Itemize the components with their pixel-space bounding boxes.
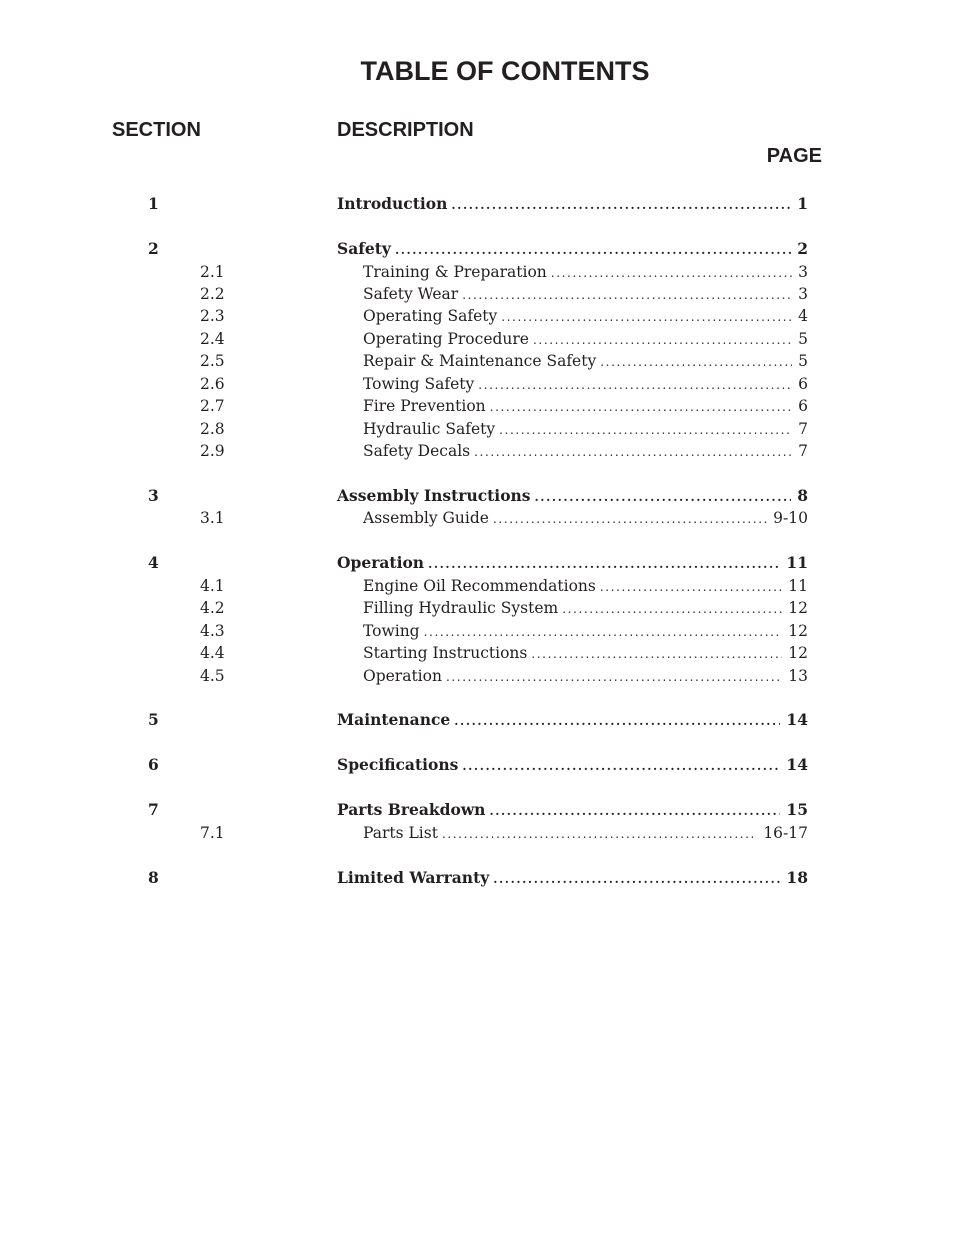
toc-page-number: 4 <box>798 307 808 325</box>
toc-entry-line <box>363 440 808 463</box>
dot-leader <box>462 284 792 306</box>
dot-leader <box>499 419 792 441</box>
toc-section-number: 2.7 <box>200 397 225 415</box>
toc-section-number: 4.3 <box>200 622 225 640</box>
toc-entry-line <box>337 799 808 822</box>
toc-entry-line <box>363 261 808 284</box>
toc-entry[interactable] <box>0 440 954 462</box>
toc-page-number: 6 <box>798 375 808 393</box>
toc-page-number: 5 <box>798 330 808 348</box>
toc-entry[interactable] <box>0 754 954 776</box>
toc-entry[interactable] <box>0 418 954 440</box>
toc-entry-title: Towing Safety <box>363 375 475 393</box>
toc-section-number: 2 <box>148 239 159 258</box>
page-title: TABLE OF CONTENTS <box>360 56 650 86</box>
toc-entry-line <box>337 867 808 890</box>
toc-entry-title: Safety <box>337 239 391 258</box>
dot-leader <box>562 598 782 620</box>
toc-section-number: 2.3 <box>200 307 225 325</box>
toc-section-number: 8 <box>148 868 159 887</box>
toc-section-number: 4.1 <box>200 577 225 595</box>
toc-section-number: 2.1 <box>200 263 225 281</box>
toc-entry[interactable] <box>0 238 954 260</box>
toc-entry-line <box>363 665 808 688</box>
toc-entry-title: Parts Breakdown <box>337 800 486 819</box>
toc-entry-title: Specifications <box>337 755 459 774</box>
toc-entry[interactable] <box>0 799 954 821</box>
toc-entry-line <box>363 395 808 418</box>
toc-entry[interactable] <box>0 350 954 372</box>
toc-entry[interactable] <box>0 395 954 417</box>
toc-entry-title: Filling Hydraulic System <box>363 599 559 617</box>
toc-section-number: 4.2 <box>200 599 225 617</box>
dot-leader <box>451 194 791 216</box>
toc-entry-title: Parts List <box>363 824 438 842</box>
toc-section-number: 1 <box>148 194 159 213</box>
toc-entry-line <box>363 305 808 328</box>
dot-leader <box>395 239 791 261</box>
toc-entry-line <box>337 485 808 508</box>
dot-leader <box>600 576 782 598</box>
toc-entry-title: Introduction <box>337 194 448 213</box>
dot-leader <box>489 800 780 822</box>
dot-leader <box>493 508 767 530</box>
toc-section-number: 2.4 <box>200 330 225 348</box>
toc-entry-title: Assembly Instructions <box>337 486 531 505</box>
toc-entry-line <box>363 507 808 530</box>
toc-section-number: 4.5 <box>200 667 225 685</box>
dot-leader <box>424 621 783 643</box>
toc-entry-line <box>363 283 808 306</box>
dot-leader <box>474 441 792 463</box>
toc-entry-line <box>363 328 808 351</box>
dot-leader <box>462 755 780 777</box>
toc-entry[interactable] <box>0 552 954 574</box>
toc-page-number: 13 <box>788 667 808 685</box>
toc-section-number: 3.1 <box>200 509 225 527</box>
toc-entry-title: Fire Prevention <box>363 397 486 415</box>
dot-leader <box>428 553 780 575</box>
dot-leader <box>533 329 792 351</box>
section-column-header: SECTION <box>112 119 201 141</box>
toc-entry-title: Hydraulic Safety <box>363 420 496 438</box>
toc-page-number: 5 <box>798 352 808 370</box>
toc-section-number: 7.1 <box>200 824 225 842</box>
toc-page-number: 11 <box>788 577 808 595</box>
toc-entry-line <box>363 373 808 396</box>
toc-entry-line <box>337 552 808 575</box>
toc-page-number: 9-10 <box>773 509 808 527</box>
toc-entry[interactable] <box>0 642 954 664</box>
toc-section-number: 2.5 <box>200 352 225 370</box>
toc-entry[interactable] <box>0 373 954 395</box>
toc-entry-title: Operation <box>363 667 442 685</box>
toc-page-number: 18 <box>786 868 808 887</box>
dot-leader <box>442 823 757 845</box>
toc-entry-title: Maintenance <box>337 710 451 729</box>
toc-section-number: 4 <box>148 553 159 572</box>
toc-page-number: 8 <box>797 486 808 505</box>
dot-leader <box>600 351 792 373</box>
dot-leader <box>490 396 792 418</box>
toc-section-number: 5 <box>148 710 159 729</box>
toc-entry-line <box>363 350 808 373</box>
toc-page-number: 11 <box>786 553 808 572</box>
toc-entry-title: Limited Warranty <box>337 868 490 887</box>
toc-section-number: 2.6 <box>200 375 225 393</box>
toc-page-number: 14 <box>786 710 808 729</box>
toc-section-number: 6 <box>148 755 159 774</box>
toc-section-number: 3 <box>148 486 159 505</box>
dot-leader <box>501 306 792 328</box>
dot-leader <box>551 262 792 284</box>
toc-page-number: 3 <box>798 285 808 303</box>
toc-page-number: 3 <box>798 263 808 281</box>
dot-leader <box>454 710 780 732</box>
toc-entry-line <box>363 575 808 598</box>
toc-entry-line <box>337 238 808 261</box>
toc-entry-title: Towing <box>363 622 420 640</box>
toc-page-number: 7 <box>798 442 808 460</box>
toc-entry-title: Operation <box>337 553 425 572</box>
toc-entry-title: Assembly Guide <box>363 509 489 527</box>
toc-section-number: 7 <box>148 800 159 819</box>
toc-entry-line <box>363 822 808 845</box>
toc-section-number: 2.2 <box>200 285 225 303</box>
dot-leader <box>493 868 780 890</box>
toc-entry-line <box>363 597 808 620</box>
description-column-header: DESCRIPTION <box>337 119 474 141</box>
toc-page-number: 12 <box>788 622 808 640</box>
toc-entry-title: Operating Safety <box>363 307 498 325</box>
toc-entry[interactable] <box>0 867 954 889</box>
dot-leader <box>478 374 792 396</box>
toc-page-number: 6 <box>798 397 808 415</box>
toc-entry[interactable] <box>0 822 954 844</box>
toc-entry[interactable] <box>0 283 954 305</box>
toc-entry-line <box>363 620 808 643</box>
toc-entry-title: Starting Instructions <box>363 644 528 662</box>
dot-leader <box>446 666 782 688</box>
dot-leader <box>535 486 792 508</box>
toc-entry[interactable] <box>0 507 954 529</box>
toc-entry-title: Safety Wear <box>363 285 459 303</box>
toc-entry-title: Engine Oil Recommendations <box>363 577 596 595</box>
toc-entry[interactable] <box>0 261 954 283</box>
toc-entry[interactable] <box>0 305 954 327</box>
toc-entry[interactable] <box>0 665 954 687</box>
toc-page-number: 2 <box>797 239 808 258</box>
toc-entry[interactable] <box>0 597 954 619</box>
toc-page-number: 14 <box>786 755 808 774</box>
toc-entry[interactable] <box>0 620 954 642</box>
toc-entry[interactable] <box>0 328 954 350</box>
toc-section-number: 2.9 <box>200 442 225 460</box>
toc-page-number: 1 <box>797 194 808 213</box>
toc-page-number: 12 <box>788 644 808 662</box>
toc-page-number: 12 <box>788 599 808 617</box>
toc-entry-line <box>363 642 808 665</box>
toc-entry-line <box>337 709 808 732</box>
toc-entry[interactable] <box>0 709 954 731</box>
toc-page-number: 15 <box>786 800 808 819</box>
toc-page-number: 7 <box>798 420 808 438</box>
toc-entry-title: Training & Preparation <box>363 263 547 281</box>
toc-entry-line <box>337 754 808 777</box>
toc-entry-title: Safety Decals <box>363 442 471 460</box>
toc-entry-title: Repair & Maintenance Safety <box>363 352 597 370</box>
toc-entry[interactable] <box>0 485 954 507</box>
toc-entry-line <box>337 193 808 216</box>
toc-page-number: 16-17 <box>763 824 808 842</box>
toc-section-number: 2.8 <box>200 420 225 438</box>
toc-entry[interactable] <box>0 575 954 597</box>
dot-leader <box>531 643 782 665</box>
toc-entry-line <box>363 418 808 441</box>
toc-section-number: 4.4 <box>200 644 225 662</box>
toc-entry[interactable] <box>0 193 954 215</box>
toc-entry-title: Operating Procedure <box>363 330 529 348</box>
page-column-header: PAGE <box>766 145 822 167</box>
